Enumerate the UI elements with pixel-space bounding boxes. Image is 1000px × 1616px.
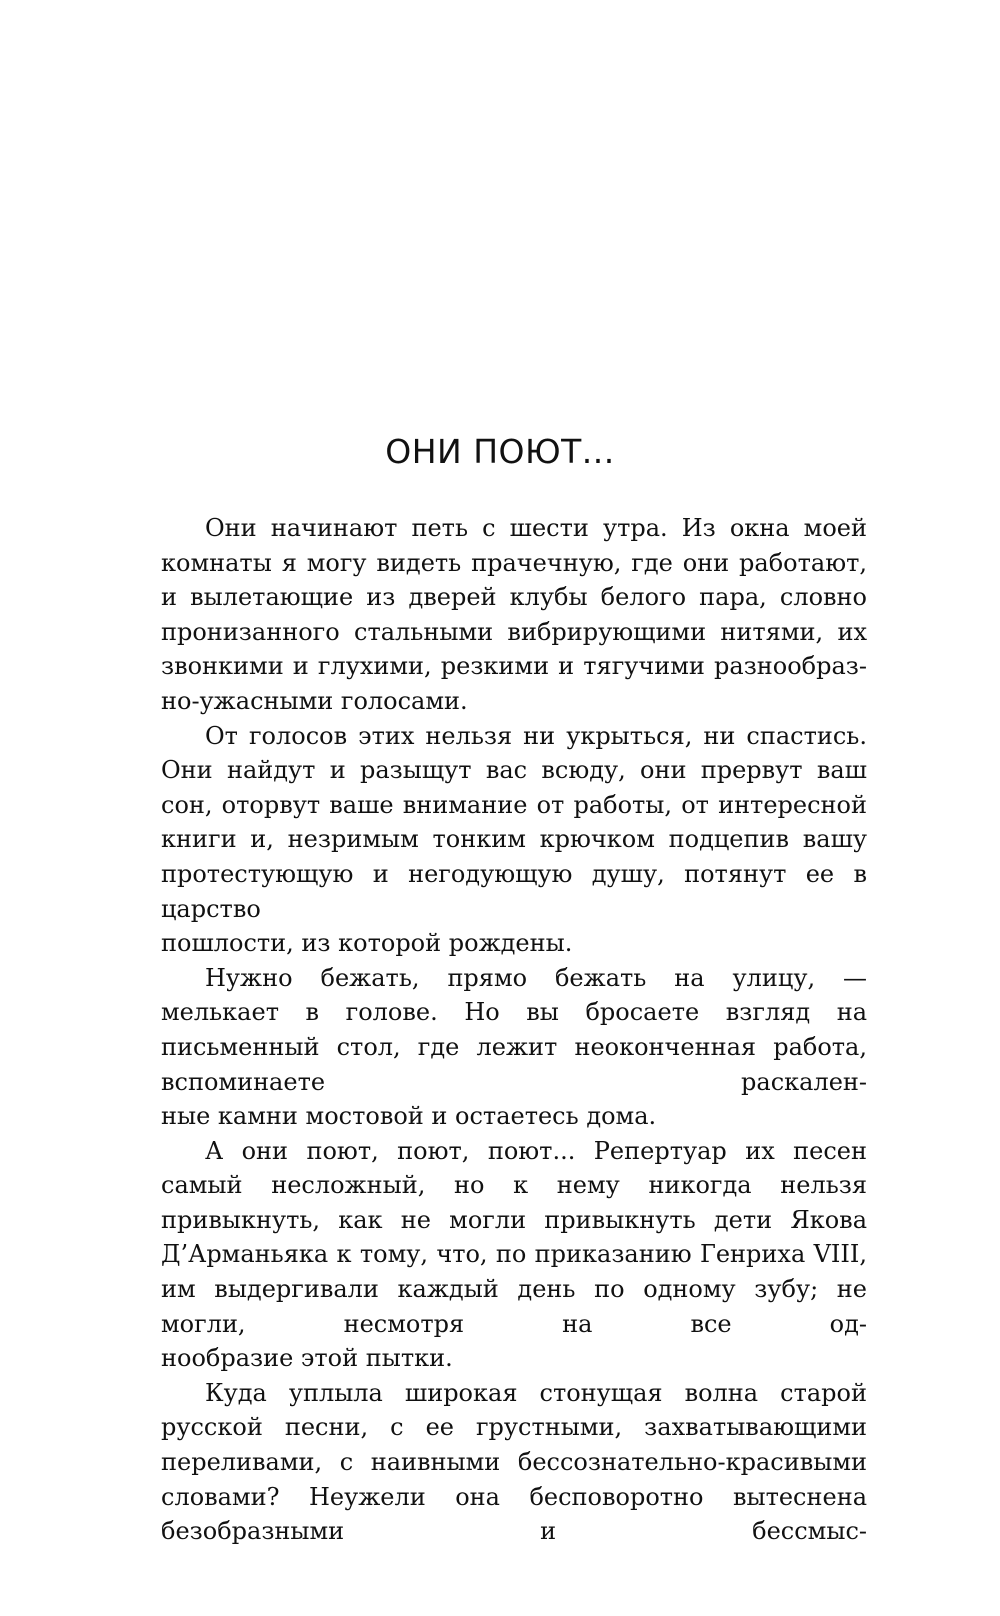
paragraph-last-line: но-ужасными голосами. [161,686,468,715]
text-body [161,511,867,1549]
paragraph-text: Нужно бежать, прямо бежать на улицу, — мелькает в голове. Но вы бросаете взгляд на письменный стол, где лежит неоконченная работа, вспоминаете раскален- [161,963,867,1096]
paragraph-text: Они начинают петь с шести утра. Из окна моей комнаты я могу видеть прачечную, где они работают, и вылетающие из дверей клубы белого пара, словно пронизанного стальными вибрирующими нитями, их звонкими и глухими, резкими и тягучими разнообраз- [161,514,867,681]
paragraph-2 [161,719,867,961]
paragraph-4 [161,1134,867,1376]
paragraph-5 [161,1376,867,1549]
chapter-title: ОНИ ПОЮТ... [385,432,615,471]
paragraph-3 [161,961,867,1134]
paragraph-last-line: нообразие этой пытки. [161,1344,453,1373]
paragraph-text: А они поют, поют, поют... Репертуар их песен самый несложный, но к нему никогда нельзя привыкнуть, как не могли привыкнуть дети Якова Д’Арманьяка к тому, что, по приказанию Генриха VIII, им выдергивали каждый день по одному зубу; не могли, несмотря на все од- [161,1136,867,1338]
paragraph-last-line: ные камни мостовой и остаетесь дома. [161,1102,657,1131]
paragraph-text: Куда уплыла широкая стонущая волна старой русской песни, с ее грустными, захватывающими переливами, с наивными бессознательно-красивыми словами? Неужели она бесповоротно вытеснена безобразными и бессмыс- [161,1378,867,1546]
paragraph-1 [161,511,867,719]
paragraph-last-line: пошлости, из которой рождены. [161,929,573,958]
paragraph-text: От голосов этих нельзя ни укрыться, ни спастись. Они найдут и разыщут вас всюду, они прервут ваш сон, оторвут ваше внимание от работы, от интересной книги и, незримым тонким крючком подцепив вашу протестующую и негодующую душу, потянут ее в царство [161,721,867,923]
